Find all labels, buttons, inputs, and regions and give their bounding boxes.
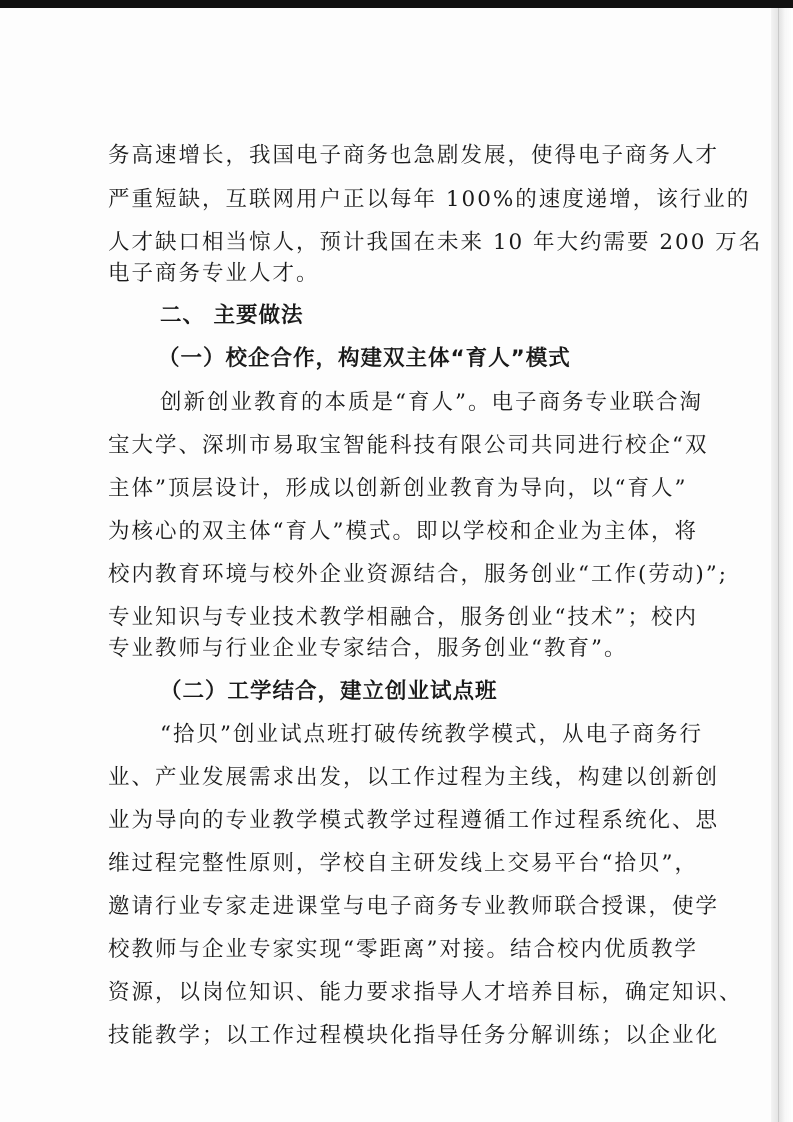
scan-right-edge xyxy=(771,8,793,1122)
body-line-1: 务高速增长，我国电子商务也急剧发展，使得电子商务人才 xyxy=(108,143,720,168)
body-line-7: 创新创业教育的本质是“育人”。电子商务专业联合淘 xyxy=(160,390,703,415)
body-line-21: 资源，以岗位知识、能力要求指导人才培养目标，确定知识、 xyxy=(108,980,743,1005)
body-line-20: 校教师与企业专家实现“零距离”对接。结合校内优质教学 xyxy=(108,937,698,962)
body-line-15: “拾贝”创业试点班打破传统教学模式，从电子商务行 xyxy=(160,722,703,747)
body-line-9: 主体”顶层设计，形成以创新创业教育为导向，以“育人” xyxy=(108,476,688,501)
body-line-17: 业为导向的专业教学模式教学过程遵循工作过程系统化、思 xyxy=(108,808,720,833)
body-line-2: 严重短缺，互联网用户正以每年 100%的速度递增，该行业的 xyxy=(108,187,751,212)
body-line-12: 专业知识与专业技术教学相融合，服务创业“技术”；校内 xyxy=(108,605,698,630)
scan-right-edge-line xyxy=(778,8,779,1122)
body-line-4: 电子商务专业人才。 xyxy=(108,261,320,286)
body-line-22: 技能教学；以工作过程模块化指导任务分解训练；以企业化 xyxy=(108,1023,720,1048)
body-line-18: 维过程完整性原则，学校自主研发线上交易平台“拾贝”， xyxy=(108,851,698,876)
body-line-10: 为核心的双主体“育人”模式。即以学校和企业为主体，将 xyxy=(108,519,698,544)
subsection-heading-2: （二）工学结合，建立创业试点班 xyxy=(160,679,498,704)
body-line-16: 业、产业发展需求出发，以工作过程为主线，构建以创新创 xyxy=(108,765,720,790)
body-line-11: 校内教育环境与校外企业资源结合，服务创业“工作(劳动)”; xyxy=(108,562,729,587)
section-heading: 二、 主要做法 xyxy=(160,303,304,328)
body-line-13: 专业教师与行业企业专家结合，服务创业“教育”。 xyxy=(108,636,628,661)
body-line-3: 人才缺口相当惊人，预计我国在未来 10 年大约需要 200 万名 xyxy=(108,230,763,255)
body-line-8: 宝大学、深圳市易取宝智能科技有限公司共同进行校企“双 xyxy=(108,433,709,458)
scan-top-border xyxy=(0,0,793,8)
body-line-19: 邀请行业专家走进课堂与电子商务专业教师联合授课，使学 xyxy=(108,894,720,919)
subsection-heading-1: （一）校企合作，构建双主体“育人”模式 xyxy=(158,346,571,371)
